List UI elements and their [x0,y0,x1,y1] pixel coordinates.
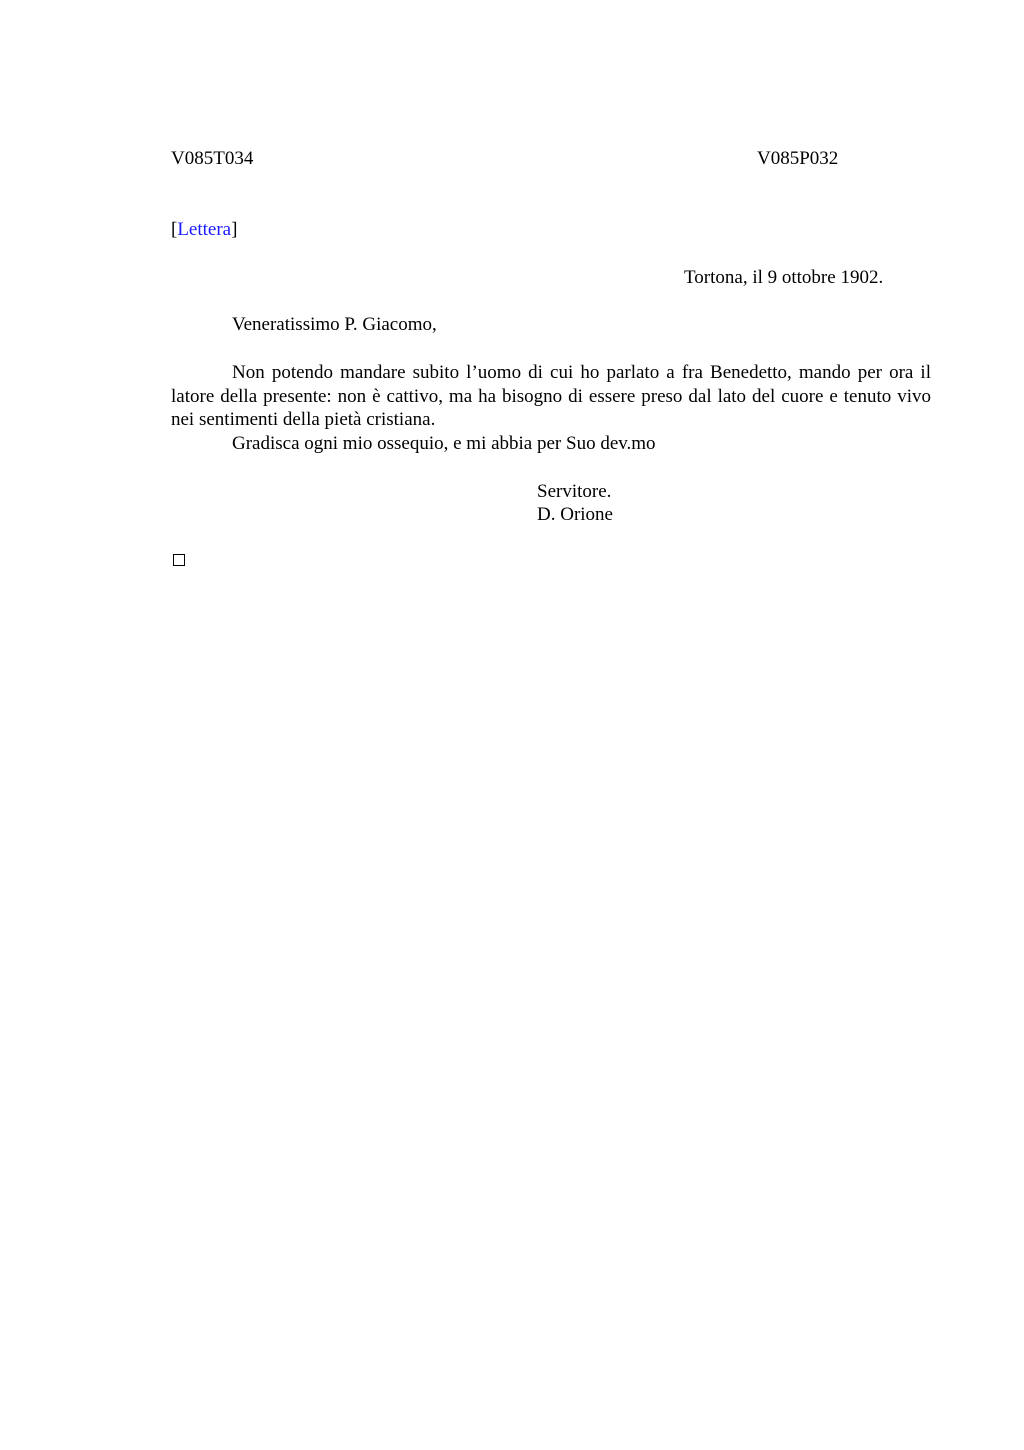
letter-paragraph: Non potendo mandare subito l’uomo di cui ho parlato a fra Benedetto, mando per ora il latore della presente: non è cattivo, ma ha bisogno di essere preso dal lato del cuore e tenuto vivo nei sentimenti della pietà cristiana. [171,362,931,430]
document-code-left: V085T034 [171,148,254,169]
empty-square-icon [173,554,185,566]
document-type [171,218,237,241]
document-type-link[interactable]: Lettera [177,219,232,240]
letter-body [171,361,931,455]
document-code-right: V085P032 [757,148,839,169]
letter-salutation: Veneratissimo P. Giacomo, [232,314,437,335]
close-bracket: ] [231,219,238,240]
letter-signature: D. Orione [537,504,613,525]
letter-paragraph: Gradisca ogni mio ossequio, e mi abbia per Suo dev.mo [232,432,656,454]
letter-signoff: Servitore. [537,481,612,502]
letter-date: Tortona, il 9 ottobre 1902. [684,267,884,288]
open-bracket: [ [171,219,178,240]
